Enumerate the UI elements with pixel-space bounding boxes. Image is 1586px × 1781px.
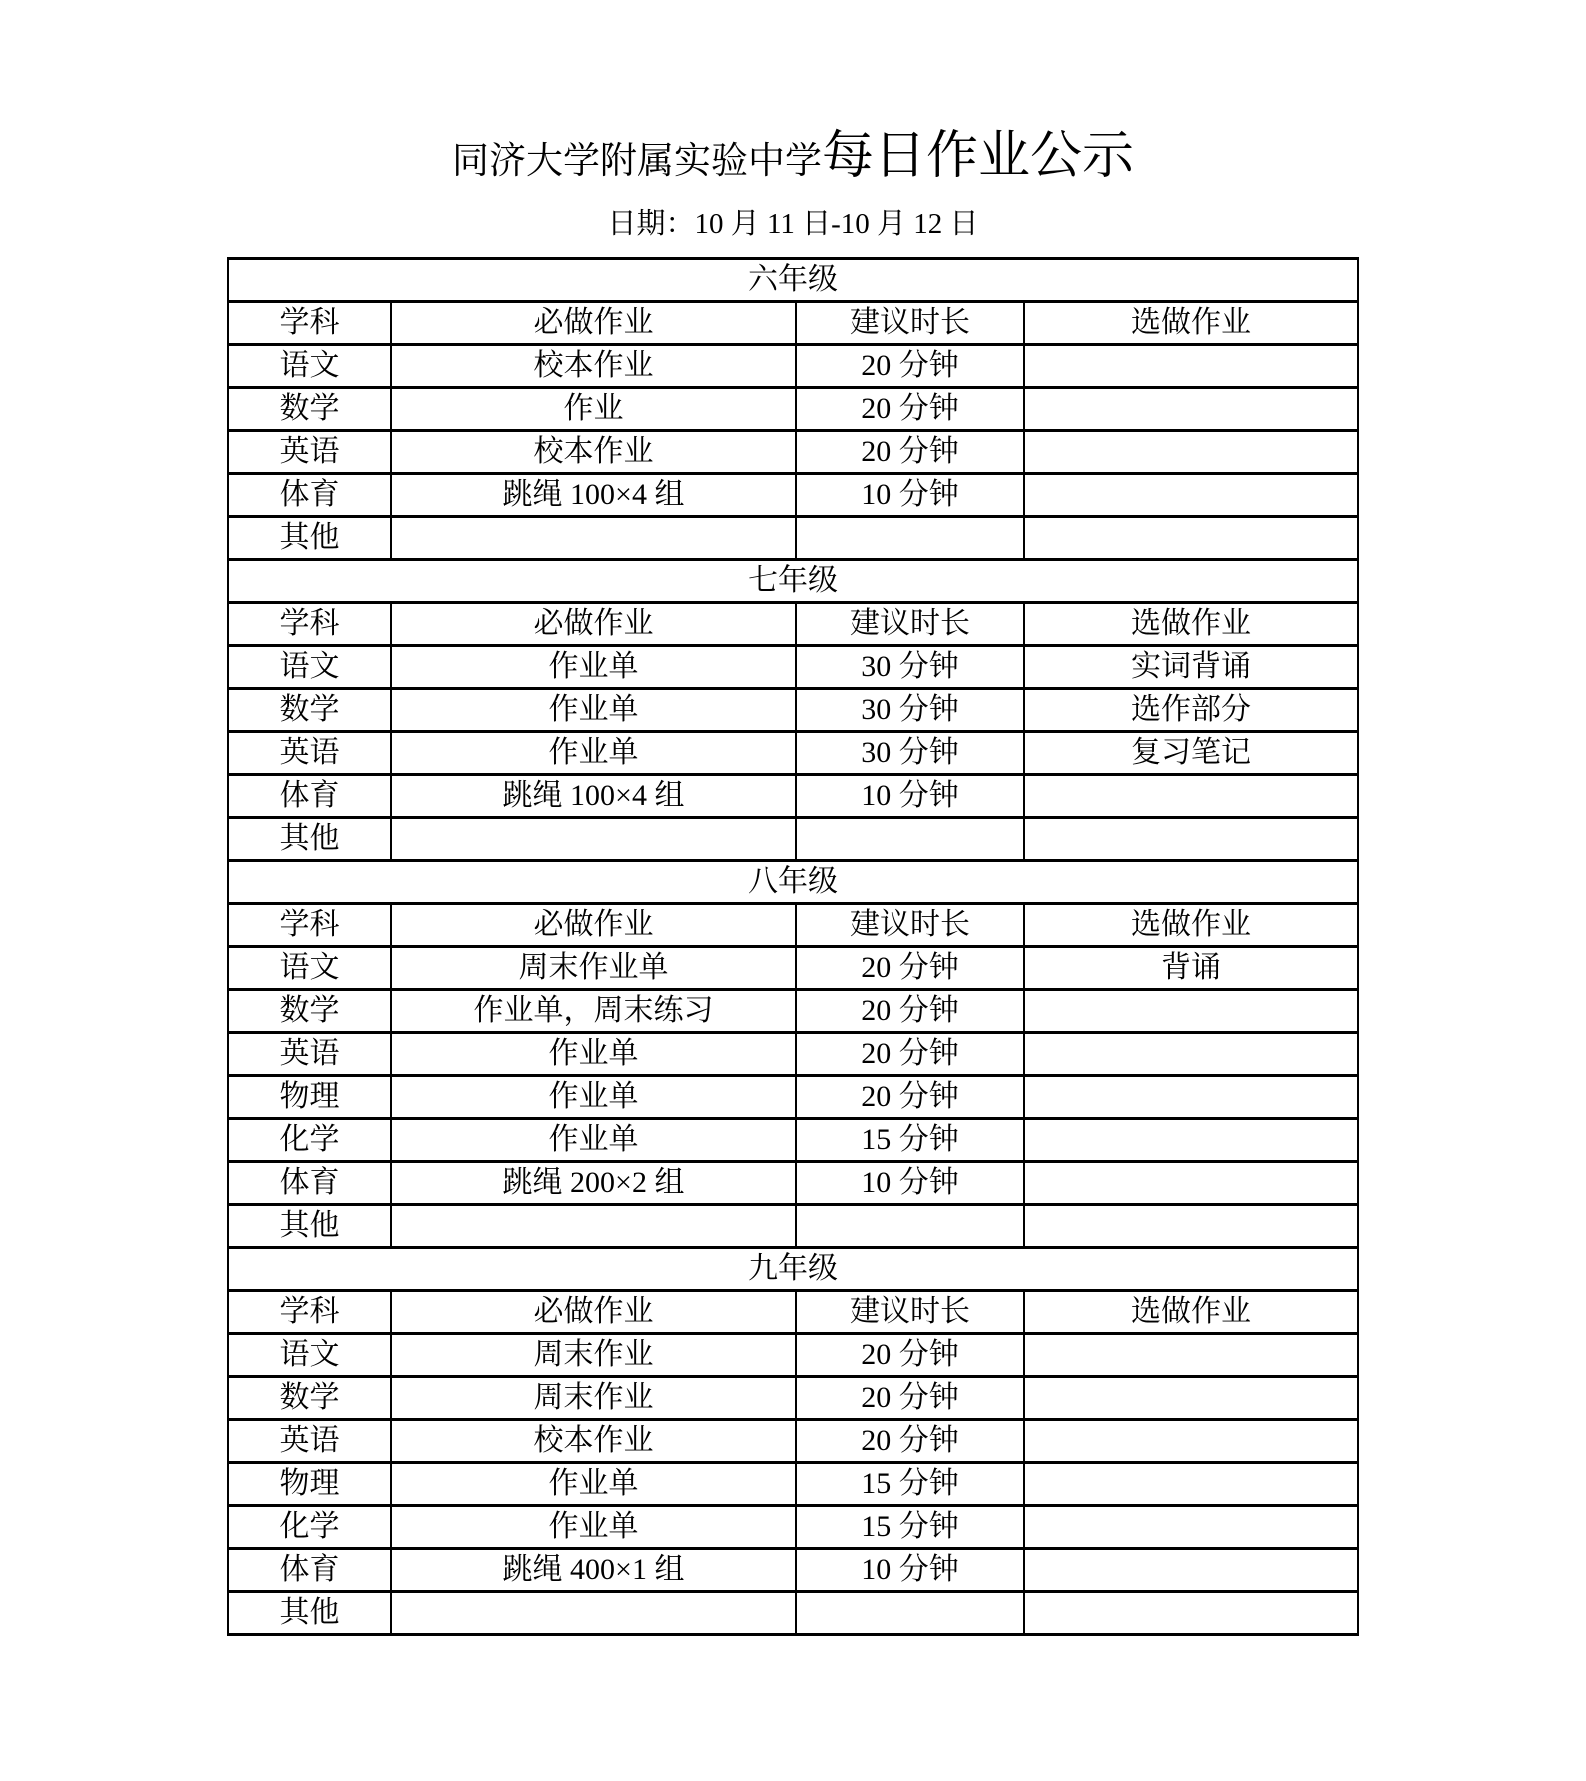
table-row	[228, 1377, 1358, 1420]
column-header-suggested-duration: 建议时长	[796, 302, 1024, 345]
table-row	[228, 1420, 1358, 1463]
table-row	[228, 1592, 1358, 1635]
table-row	[228, 1506, 1358, 1549]
cell-required-homework: 作业单	[391, 646, 796, 689]
cell-suggested-duration: 15 分钟	[796, 1506, 1024, 1549]
table-row	[228, 1549, 1358, 1592]
table-row	[228, 689, 1358, 732]
cell-optional-homework	[1024, 1592, 1358, 1635]
cell-subject: 英语	[228, 1033, 391, 1076]
column-header-suggested-duration: 建议时长	[796, 904, 1024, 947]
grade-title: 八年级	[228, 861, 1358, 904]
cell-subject: 物理	[228, 1076, 391, 1119]
cell-subject: 英语	[228, 1420, 391, 1463]
cell-required-homework: 作业单	[391, 1463, 796, 1506]
cell-required-homework	[391, 818, 796, 861]
cell-optional-homework	[1024, 1033, 1358, 1076]
cell-required-homework: 周末作业单	[391, 947, 796, 990]
cell-subject: 语文	[228, 345, 391, 388]
cell-required-homework: 作业	[391, 388, 796, 431]
cell-required-homework: 跳绳 200×2 组	[391, 1162, 796, 1205]
cell-optional-homework	[1024, 1377, 1358, 1420]
cell-optional-homework	[1024, 1334, 1358, 1377]
cell-required-homework: 跳绳 100×4 组	[391, 474, 796, 517]
cell-optional-homework	[1024, 431, 1358, 474]
cell-subject: 数学	[228, 990, 391, 1033]
cell-suggested-duration: 20 分钟	[796, 947, 1024, 990]
cell-suggested-duration	[796, 1205, 1024, 1248]
column-header-subject: 学科	[228, 1291, 391, 1334]
cell-optional-homework	[1024, 474, 1358, 517]
cell-suggested-duration: 20 分钟	[796, 1033, 1024, 1076]
cell-suggested-duration	[796, 818, 1024, 861]
column-header-row	[228, 302, 1358, 345]
homework-table	[227, 257, 1359, 1636]
cell-optional-homework	[1024, 388, 1358, 431]
column-header-required-homework: 必做作业	[391, 1291, 796, 1334]
grade-title: 七年级	[228, 560, 1358, 603]
cell-required-homework: 跳绳 100×4 组	[391, 775, 796, 818]
grade-title-row	[228, 560, 1358, 603]
cell-suggested-duration: 30 分钟	[796, 732, 1024, 775]
column-header-required-homework: 必做作业	[391, 302, 796, 345]
column-header-optional-homework: 选做作业	[1024, 904, 1358, 947]
cell-optional-homework	[1024, 775, 1358, 818]
cell-optional-homework	[1024, 1076, 1358, 1119]
cell-subject: 体育	[228, 775, 391, 818]
cell-optional-homework	[1024, 1463, 1358, 1506]
cell-required-homework: 校本作业	[391, 431, 796, 474]
cell-subject: 其他	[228, 1205, 391, 1248]
grade-title-row	[228, 259, 1358, 302]
cell-optional-homework: 选作部分	[1024, 689, 1358, 732]
cell-suggested-duration: 10 分钟	[796, 775, 1024, 818]
cell-required-homework: 周末作业	[391, 1334, 796, 1377]
cell-required-homework	[391, 517, 796, 560]
cell-suggested-duration: 30 分钟	[796, 689, 1024, 732]
cell-subject: 物理	[228, 1463, 391, 1506]
cell-suggested-duration: 20 分钟	[796, 1377, 1024, 1420]
cell-suggested-duration: 10 分钟	[796, 474, 1024, 517]
cell-subject: 其他	[228, 517, 391, 560]
cell-optional-homework	[1024, 1162, 1358, 1205]
table-row	[228, 1205, 1358, 1248]
table-row	[228, 345, 1358, 388]
cell-optional-homework	[1024, 517, 1358, 560]
table-row	[228, 1162, 1358, 1205]
cell-subject: 语文	[228, 1334, 391, 1377]
cell-required-homework: 作业单	[391, 689, 796, 732]
cell-required-homework: 作业单，周末练习	[391, 990, 796, 1033]
cell-suggested-duration: 20 分钟	[796, 345, 1024, 388]
cell-subject: 体育	[228, 474, 391, 517]
column-header-row	[228, 1291, 1358, 1334]
cell-suggested-duration	[796, 1592, 1024, 1635]
table-row	[228, 1033, 1358, 1076]
table-row	[228, 1119, 1358, 1162]
document-title	[0, 122, 1586, 197]
column-header-required-homework: 必做作业	[391, 603, 796, 646]
column-header-optional-homework: 选做作业	[1024, 603, 1358, 646]
cell-suggested-duration: 10 分钟	[796, 1162, 1024, 1205]
table-row	[228, 1334, 1358, 1377]
table-row	[228, 388, 1358, 431]
cell-subject: 其他	[228, 818, 391, 861]
cell-suggested-duration: 20 分钟	[796, 1334, 1024, 1377]
cell-optional-homework: 复习笔记	[1024, 732, 1358, 775]
table-row	[228, 1463, 1358, 1506]
table-row	[228, 732, 1358, 775]
table-row	[228, 646, 1358, 689]
grade-title: 九年级	[228, 1248, 1358, 1291]
column-header-subject: 学科	[228, 603, 391, 646]
column-header-optional-homework: 选做作业	[1024, 1291, 1358, 1334]
cell-subject: 化学	[228, 1506, 391, 1549]
grade-title-row	[228, 1248, 1358, 1291]
cell-subject: 语文	[228, 947, 391, 990]
cell-subject: 体育	[228, 1549, 391, 1592]
cell-optional-homework	[1024, 1420, 1358, 1463]
cell-optional-homework	[1024, 990, 1358, 1033]
cell-required-homework: 作业单	[391, 1506, 796, 1549]
cell-optional-homework	[1024, 1506, 1358, 1549]
column-header-row	[228, 904, 1358, 947]
table-row	[228, 474, 1358, 517]
table-row	[228, 990, 1358, 1033]
cell-subject: 英语	[228, 732, 391, 775]
cell-required-homework: 跳绳 400×1 组	[391, 1549, 796, 1592]
cell-subject: 英语	[228, 431, 391, 474]
table-row	[228, 775, 1358, 818]
column-header-suggested-duration: 建议时长	[796, 1291, 1024, 1334]
cell-subject: 体育	[228, 1162, 391, 1205]
cell-subject: 数学	[228, 388, 391, 431]
column-header-subject: 学科	[228, 302, 391, 345]
cell-suggested-duration	[796, 517, 1024, 560]
table-row	[228, 947, 1358, 990]
cell-suggested-duration: 30 分钟	[796, 646, 1024, 689]
column-header-row	[228, 603, 1358, 646]
cell-suggested-duration: 20 分钟	[796, 388, 1024, 431]
column-header-optional-homework: 选做作业	[1024, 302, 1358, 345]
cell-suggested-duration: 15 分钟	[796, 1119, 1024, 1162]
cell-required-homework: 作业单	[391, 1119, 796, 1162]
school-name: 同济大学附属实验中学	[451, 141, 822, 182]
date-line: 日期：10 月 11 日-10 月 12 日	[607, 208, 979, 240]
column-header-subject: 学科	[228, 904, 391, 947]
cell-suggested-duration: 20 分钟	[796, 990, 1024, 1033]
cell-suggested-duration: 20 分钟	[796, 431, 1024, 474]
cell-required-homework	[391, 1205, 796, 1248]
cell-required-homework: 作业单	[391, 1033, 796, 1076]
cell-optional-homework	[1024, 345, 1358, 388]
table-row	[228, 431, 1358, 474]
cell-required-homework: 周末作业	[391, 1377, 796, 1420]
cell-optional-homework	[1024, 1119, 1358, 1162]
cell-required-homework: 校本作业	[391, 345, 796, 388]
column-header-suggested-duration: 建议时长	[796, 603, 1024, 646]
cell-optional-homework	[1024, 818, 1358, 861]
cell-optional-homework	[1024, 1549, 1358, 1592]
cell-required-homework: 校本作业	[391, 1420, 796, 1463]
cell-suggested-duration: 15 分钟	[796, 1463, 1024, 1506]
title-main: 每日作业公示	[821, 128, 1134, 185]
cell-optional-homework: 背诵	[1024, 947, 1358, 990]
cell-required-homework	[391, 1592, 796, 1635]
table-row	[228, 818, 1358, 861]
cell-subject: 化学	[228, 1119, 391, 1162]
cell-subject: 其他	[228, 1592, 391, 1635]
cell-suggested-duration: 20 分钟	[796, 1076, 1024, 1119]
cell-optional-homework	[1024, 1205, 1358, 1248]
grade-title: 六年级	[228, 259, 1358, 302]
grade-title-row	[228, 861, 1358, 904]
column-header-required-homework: 必做作业	[391, 904, 796, 947]
cell-subject: 语文	[228, 646, 391, 689]
cell-suggested-duration: 20 分钟	[796, 1420, 1024, 1463]
cell-subject: 数学	[228, 1377, 391, 1420]
table-row	[228, 517, 1358, 560]
cell-required-homework: 作业单	[391, 1076, 796, 1119]
cell-suggested-duration: 10 分钟	[796, 1549, 1024, 1592]
table-row	[228, 1076, 1358, 1119]
cell-required-homework: 作业单	[391, 732, 796, 775]
cell-subject: 数学	[228, 689, 391, 732]
cell-optional-homework: 实词背诵	[1024, 646, 1358, 689]
